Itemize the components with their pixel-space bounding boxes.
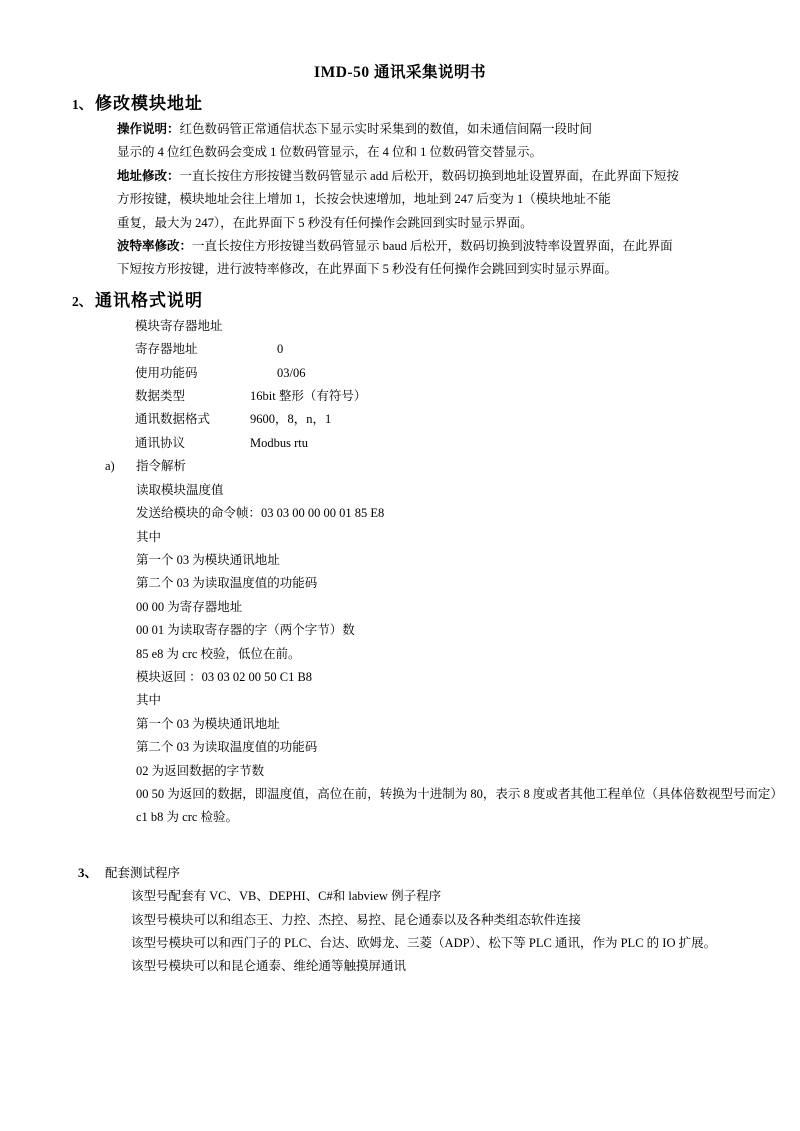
spec-label: 使用功能码 xyxy=(135,365,198,380)
bold-run: 操作说明： xyxy=(117,122,180,136)
paragraph-line xyxy=(0,188,800,211)
paragraph-line xyxy=(0,258,800,281)
command-line: 第一个 03 为模块通讯地址 xyxy=(136,552,280,567)
paragraph-line xyxy=(0,212,800,235)
paragraph-line xyxy=(0,118,800,141)
text-run: 一直长按住方形按键当数码管显示 baud 后松开，数码切换到波特率设置界面，在此界面 xyxy=(192,239,673,254)
command-line: 其中 xyxy=(136,529,162,544)
section-2-title: 通讯格式说明 xyxy=(95,290,203,310)
section-2-number: 2、 xyxy=(72,293,93,309)
section-3-title: 配套测试程序 xyxy=(105,865,181,880)
paragraph-line: 该型号模块可以和组态王、力控、杰控、易控、昆仑通泰以及各种类组态软件连接 xyxy=(131,912,582,927)
spec-value: 16bit 整形（有符号） xyxy=(250,389,367,404)
spec-label: 数据类型 xyxy=(135,389,186,404)
command-line: 第二个 03 为读取温度值的功能码 xyxy=(136,740,318,755)
spec-value: Modbus rtu xyxy=(250,435,308,450)
command-line: 其中 xyxy=(136,693,162,708)
spec-row xyxy=(0,362,800,385)
command-line: 模块返回 ：03 03 02 00 50 C1 B8 xyxy=(136,669,313,684)
spec-row xyxy=(0,315,800,338)
section-2-heading xyxy=(0,287,800,315)
spec-row xyxy=(0,432,800,455)
spec-row xyxy=(0,338,800,361)
spec-label: 通讯数据格式 xyxy=(135,412,211,427)
text-run: 红色数码管正常通信状态下显示实时采集到的数值，如未通信间隔一段时间 xyxy=(179,122,593,136)
command-line: 85 e8 为 crc 校验，低位在前。 xyxy=(136,646,301,661)
section-1-number: 1、 xyxy=(72,97,93,112)
list-item-title: 指令解析 xyxy=(136,459,187,474)
section-1-heading xyxy=(0,90,800,118)
spec-label: 通讯协议 xyxy=(135,435,186,450)
spec-label: 模块寄存器地址 xyxy=(135,318,223,333)
command-line: 02 为返回数据的字节数 xyxy=(136,763,265,778)
paragraph-line xyxy=(0,141,800,164)
text-run: 显示的 4 位红色数码会变成 1 位数码管显示，在 4 位和 1 位数码管交替显示。 xyxy=(117,145,543,160)
section-1-title: 修改模块地址 xyxy=(95,94,203,113)
command-line: 00 50 为返回的数据，即温度值，高位在前，转换为十进制为 80，表示 8 度或者其他工程单位（具体倍数视型号而定） xyxy=(136,786,783,801)
list-item-a xyxy=(0,455,800,478)
spec-label: 寄存器地址 xyxy=(135,342,198,357)
command-line: 第二个 03 为读取温度值的功能码 xyxy=(136,576,318,591)
spec-value: 0 xyxy=(277,342,284,357)
text-run: 下短按方形按键，进行波特率修改，在此界面下 5 秒没有任何操作会跳回到实时显示界面。 xyxy=(117,262,618,277)
spec-row xyxy=(0,385,800,408)
section-3-number: 3、 xyxy=(78,864,98,880)
paragraph-line: 该型号配套有 VC、VB、DEPHI、C#和 labview 例子程序 xyxy=(131,889,442,904)
command-line: 发送给模块的命令帧：03 03 00 00 00 01 85 E8 xyxy=(136,506,385,521)
bold-run: 地址修改： xyxy=(117,168,180,183)
spec-row xyxy=(0,408,800,431)
command-line: c1 b8 为 crc 检验。 xyxy=(136,810,239,825)
text-run: 一直长按住方形按键当数码管显示 add 后松开，数码切换到地址设置界面，在此界面下短按 xyxy=(179,168,679,183)
command-line: 00 01 为读取寄存器的字（两个字节）数 xyxy=(136,623,355,638)
spec-value: 9600，8，n，1 xyxy=(250,412,332,427)
paragraph-line xyxy=(0,235,800,258)
command-line: 读取模块温度值 xyxy=(136,482,224,497)
paragraph-line: 该型号模块可以和西门子的 PLC、台达、欧姆龙、三菱（ADP）、松下等 PLC 通讯，作为 PLC 的 IO 扩展。 xyxy=(131,936,717,950)
bold-run: 波特率修改： xyxy=(117,239,193,254)
doc-title: IMD-50 通讯采集说明书 xyxy=(314,64,486,81)
command-line: 第一个 03 为模块通讯地址 xyxy=(136,716,280,731)
section-3-heading xyxy=(0,861,800,885)
text-run: 方形按键，模块地址会往上增加 1，长按会快速增加，地址到 247 后变为 1（模块地址不能 xyxy=(117,192,611,207)
spec-value: 03/06 xyxy=(277,365,306,380)
paragraph-line: 该型号模块可以和昆仑通泰、维纶通等触摸屏通讯 xyxy=(131,959,407,974)
command-line: 00 00 为寄存器地址 xyxy=(136,599,243,614)
text-run: 重复，最大为 247），在此界面下 5 秒没有任何操作会跳回到实时显示界面。 xyxy=(117,215,533,230)
list-marker: a) xyxy=(105,459,115,474)
paragraph-line xyxy=(0,165,800,188)
